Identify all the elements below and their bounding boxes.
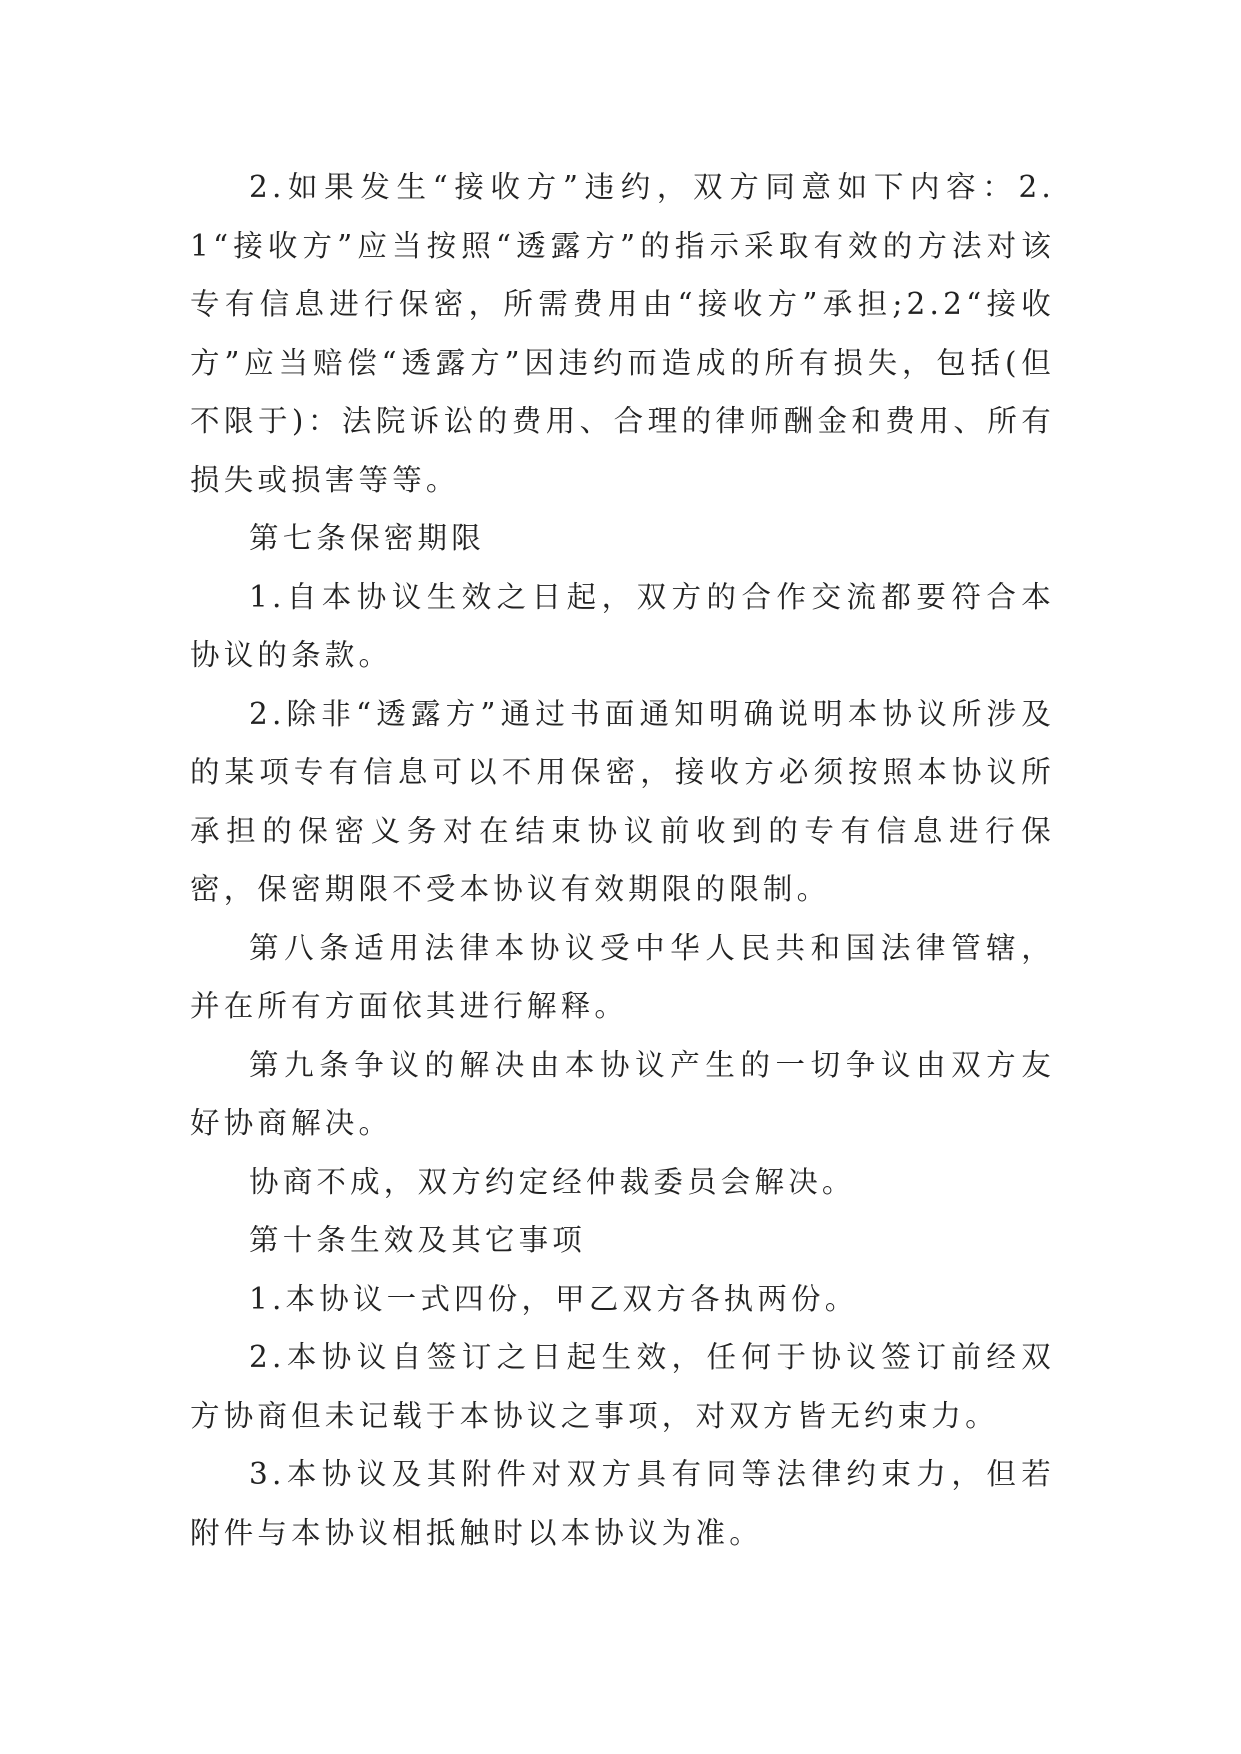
heading-article-7: 第七条保密期限 [249,521,485,555]
heading-article-10: 第十条生效及其它事项 [249,1223,587,1257]
paragraph-article-10-item-3: 3.本协议及其附件对双方具有同等法律约束力，但若附件与本协议相抵触时以本协议为准。 [190,1457,1055,1550]
document-body [190,158,1055,1562]
paragraph-article-7-item-2: 2.除非“透露方”通过书面通知明确说明本协议所涉及的某项专有信息可以不用保密，接收方必须按照本协议所承担的保密义务对在结束协议前收到的专有信息进行保密，保密期限不受本协议有效期限的限制。 [190,696,1055,906]
paragraph-article-10-item-1: 1.本协议一式四份，甲乙双方各执两份。 [249,1281,859,1316]
paragraph-breach-terms: 2.如果发生“接收方”违约，双方同意如下内容：2.1“接收方”应当按照“透露方”的指示采取有效的方法对该专有信息进行保密，所需费用由“接收方”承担;2.2“接收方”应当赔偿“透露方”因违约而造成的所有损失，包括(但不限于)：法院诉讼的费用、合理的律师酬金和费用、所有损失或损害等等。 [190,170,1055,497]
paragraph-article-9: 第九条争议的解决由本协议产生的一切争议由双方友好协商解决。 [190,1047,1055,1140]
paragraph-arbitration: 协商不成，双方约定经仲裁委员会解决。 [249,1164,856,1199]
paragraph-article-8: 第八条适用法律本协议受中华人民共和国法律管辖，并在所有方面依其进行解释。 [190,930,1055,1023]
paragraph-article-10-item-2: 2.本协议自签订之日起生效，任何于协议签订前经双方协商但未记载于本协议之事项，对双方皆无约束力。 [190,1340,1055,1433]
paragraph-article-7-item-1: 1.自本协议生效之日起，双方的合作交流都要符合本协议的条款。 [190,579,1055,672]
